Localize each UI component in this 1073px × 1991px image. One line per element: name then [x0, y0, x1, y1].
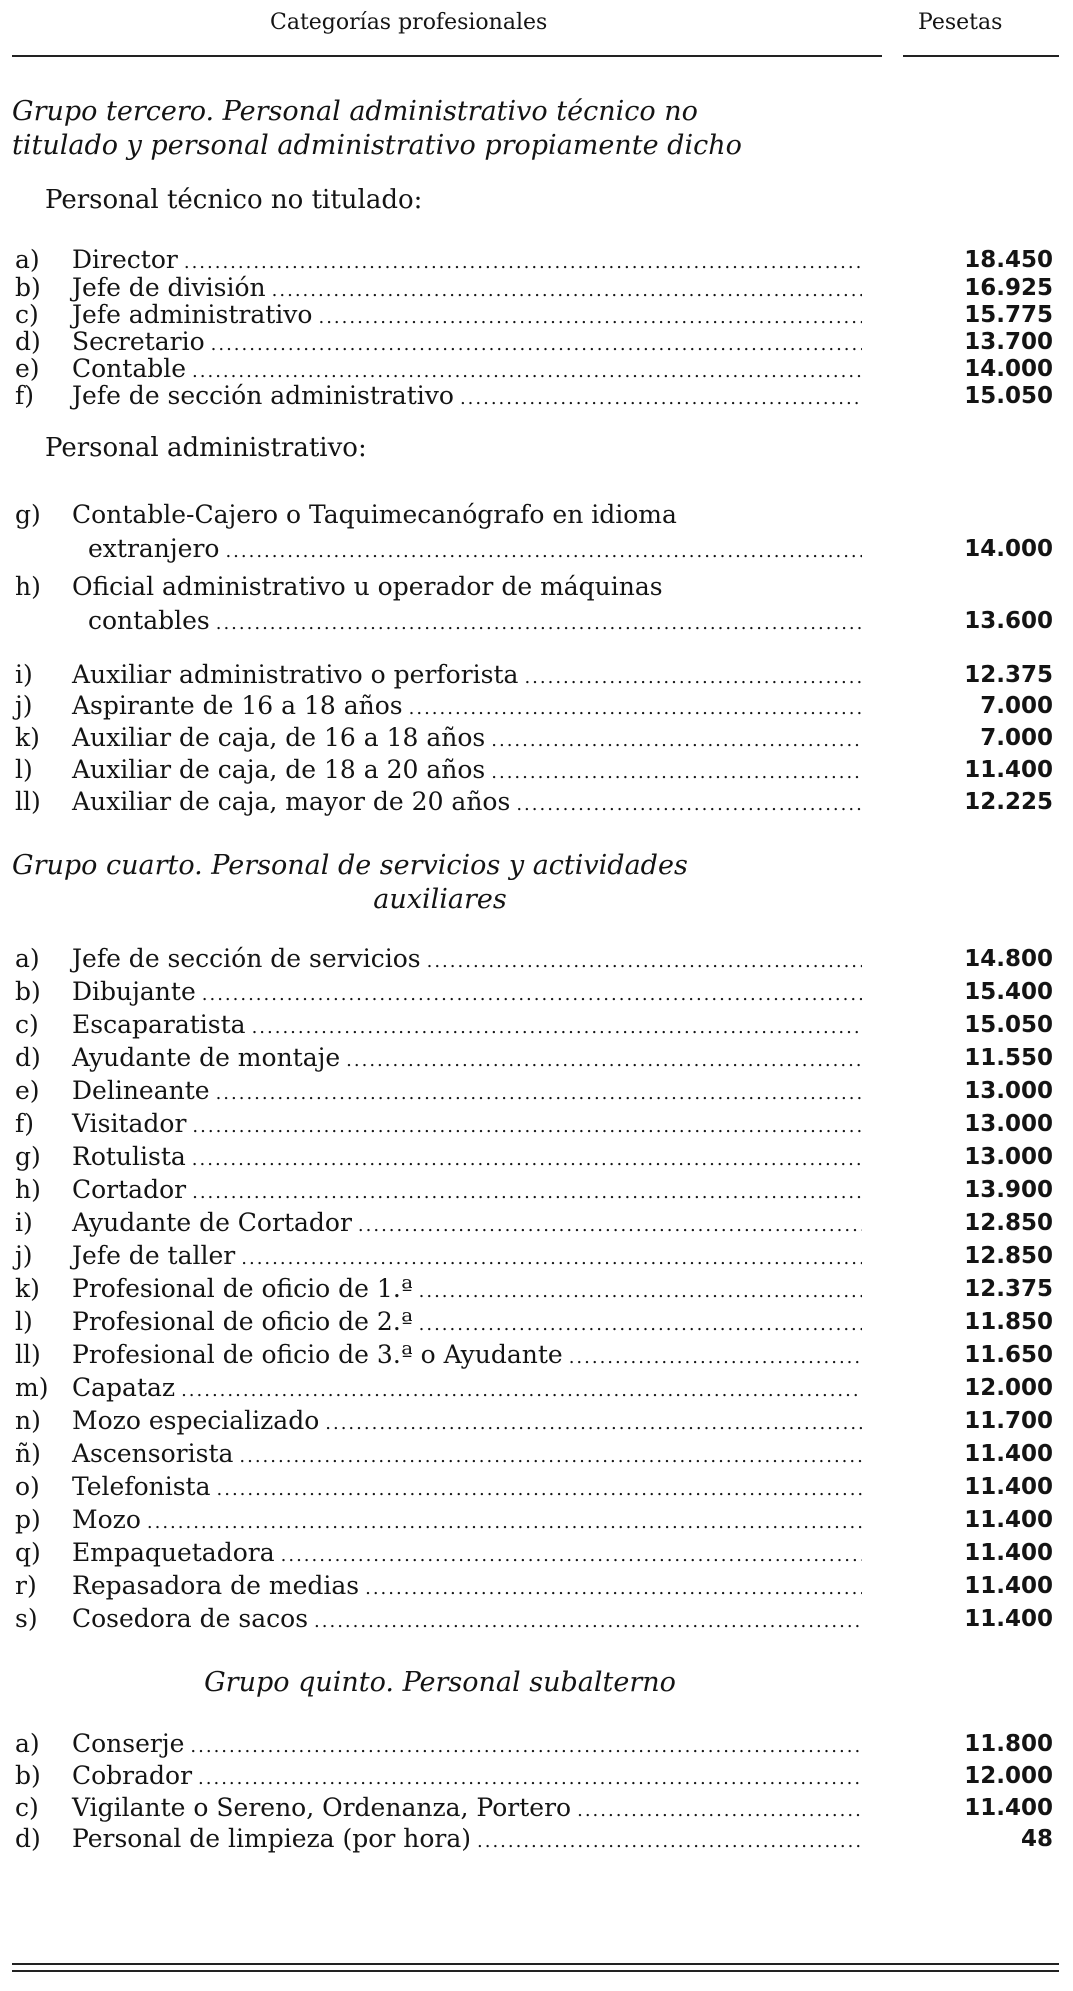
- item-letter: f): [15, 1109, 35, 1138]
- item-label: Cosedora de sacos: [72, 1604, 309, 1633]
- section-heading-grupo-quinto: Grupo quinto. Personal subalterno: [204, 1667, 676, 1698]
- table-row: [0, 1791, 1073, 1825]
- item-value: 12.000: [964, 1375, 1053, 1401]
- table-row: [0, 570, 1073, 640]
- dot-leader: [216, 607, 862, 641]
- table-row: [0, 753, 1073, 787]
- dot-leader: [202, 978, 862, 1012]
- item-label: Dibujante: [72, 977, 196, 1006]
- dot-leader: [314, 1605, 862, 1639]
- item-label: Auxiliar de caja, de 16 a 18 años: [72, 723, 486, 752]
- item-label: Cobrador: [72, 1761, 193, 1790]
- item-value: 11.400: [964, 1606, 1053, 1632]
- table-row: [0, 975, 1073, 1009]
- item-label: Aspirante de 16 a 18 años: [72, 691, 403, 720]
- header-rule: [903, 55, 1059, 57]
- dot-leader: [252, 1011, 862, 1045]
- item-letter: c): [15, 1010, 39, 1039]
- item-letter: r): [15, 1571, 37, 1600]
- item-letter: h): [15, 1175, 41, 1204]
- item-label: Visitador: [72, 1109, 187, 1138]
- dot-leader: [181, 1374, 862, 1408]
- table-row: [0, 689, 1073, 723]
- item-label: Mozo especializado: [72, 1406, 320, 1435]
- section-heading-grupo-tercero: Grupo tercero. Personal administrativo técnico no: [12, 96, 698, 127]
- item-value: 13.900: [964, 1177, 1053, 1203]
- item-value: 11.400: [964, 1795, 1053, 1821]
- item-value: 13.000: [964, 1144, 1053, 1170]
- table-row: [0, 379, 1073, 413]
- table-row: [0, 1437, 1073, 1471]
- item-letter: ll): [15, 787, 41, 816]
- item-label: Ascensorista: [72, 1439, 234, 1468]
- table-row: [0, 1569, 1073, 1603]
- item-value: 15.775: [964, 302, 1053, 328]
- dot-leader: [239, 1440, 862, 1474]
- table-row: [0, 1305, 1073, 1339]
- item-letter: h): [15, 572, 41, 601]
- item-label: Empaquetadora: [72, 1538, 275, 1567]
- item-value: 11.400: [964, 1474, 1053, 1500]
- item-letter: k): [15, 723, 40, 752]
- item-label: Conserje: [72, 1729, 185, 1758]
- dot-leader: [569, 1341, 862, 1375]
- item-letter: d): [15, 327, 41, 356]
- dot-leader: [477, 1825, 862, 1859]
- item-value: 16.925: [964, 275, 1053, 301]
- item-value: 12.850: [964, 1210, 1053, 1236]
- item-value: 11.400: [964, 1441, 1053, 1467]
- item-label: Escaparatista: [72, 1010, 246, 1039]
- item-value: 11.400: [964, 1540, 1053, 1566]
- table-row: [0, 1727, 1073, 1761]
- item-label: Repasadora de medias: [72, 1571, 360, 1600]
- item-value: 15.400: [964, 979, 1053, 1005]
- item-label: Ayudante de Cortador: [72, 1208, 352, 1237]
- dot-leader: [365, 1572, 862, 1606]
- item-value: 11.700: [964, 1408, 1053, 1434]
- item-value: 12.850: [964, 1243, 1053, 1269]
- item-value: 11.850: [964, 1309, 1053, 1335]
- dot-leader: [192, 1143, 862, 1177]
- dot-leader: [281, 1539, 862, 1573]
- table-row: [0, 1536, 1073, 1570]
- item-value: 11.400: [964, 757, 1053, 783]
- item-value: 11.800: [964, 1731, 1053, 1757]
- item-letter: g): [15, 1142, 41, 1171]
- table-row: [0, 1404, 1073, 1438]
- item-value: 12.225: [964, 789, 1053, 815]
- item-letter: o): [15, 1472, 40, 1501]
- item-label: Delineante: [72, 1076, 210, 1105]
- dot-leader: [427, 945, 862, 979]
- item-label: Secretario: [72, 327, 205, 356]
- table-row: [0, 1206, 1073, 1240]
- item-label: Telefonista: [72, 1472, 211, 1501]
- item-label: Personal de limpieza (por hora): [72, 1824, 471, 1853]
- item-value: 12.000: [964, 1763, 1053, 1789]
- table-row: [0, 658, 1073, 692]
- item-label: Rotulista: [72, 1142, 186, 1171]
- dot-leader: [225, 535, 862, 569]
- subheading-administrativo: Personal administrativo:: [45, 433, 367, 463]
- dot-leader: [358, 1209, 862, 1243]
- item-value: 11.400: [964, 1507, 1053, 1533]
- item-label: Jefe de sección de servicios: [72, 944, 421, 973]
- item-letter: b): [15, 273, 41, 302]
- item-value: 14.000: [964, 536, 1053, 562]
- item-label: Profesional de oficio de 3.ª o Ayudante: [72, 1340, 563, 1369]
- item-value: 7.000: [980, 693, 1053, 719]
- item-label-line1: Oficial administrativo u operador de máquinas: [72, 572, 663, 601]
- item-label: Jefe de sección administrativo: [72, 381, 454, 410]
- item-letter: j): [15, 691, 33, 720]
- table-row: [0, 942, 1073, 976]
- dot-leader: [241, 1242, 862, 1276]
- item-label: Ayudante de montaje: [72, 1043, 341, 1072]
- item-letter: f): [15, 381, 35, 410]
- item-letter: i): [15, 1208, 33, 1237]
- section-heading-grupo-tercero-cont: titulado y personal administrativo propiamente dicho: [12, 130, 742, 161]
- item-letter: b): [15, 977, 41, 1006]
- item-label: Auxiliar de caja, de 18 a 20 años: [72, 755, 486, 784]
- dot-leader: [147, 1506, 862, 1540]
- item-value: 14.800: [964, 946, 1053, 972]
- table-row: [0, 1173, 1073, 1207]
- table-row: [0, 721, 1073, 755]
- item-letter: i): [15, 660, 33, 689]
- item-letter: g): [15, 500, 41, 529]
- item-label: Jefe administrativo: [72, 300, 313, 329]
- item-value: 7.000: [980, 725, 1053, 751]
- dot-leader: [460, 382, 862, 416]
- table-row: [0, 1371, 1073, 1405]
- item-value: 15.050: [964, 1012, 1053, 1038]
- dot-leader: [419, 1308, 862, 1342]
- item-value: 13.000: [964, 1078, 1053, 1104]
- table-row: [0, 1074, 1073, 1108]
- closing-rule: [12, 1963, 1059, 1965]
- table-row: [0, 1338, 1073, 1372]
- dot-leader: [325, 1407, 862, 1441]
- table-row: [0, 1140, 1073, 1174]
- item-letter: e): [15, 354, 40, 383]
- item-letter: b): [15, 1761, 41, 1790]
- item-value: 15.050: [964, 383, 1053, 409]
- item-letter: l): [15, 1307, 33, 1336]
- table-row: [0, 1041, 1073, 1075]
- item-letter: a): [15, 245, 40, 274]
- item-label: Director: [72, 245, 178, 274]
- item-letter: s): [15, 1604, 38, 1633]
- table-row: [0, 785, 1073, 819]
- subheading-tecnico-no-titulado: Personal técnico no titulado:: [45, 185, 423, 215]
- item-label: Jefe de taller: [72, 1241, 236, 1270]
- dot-leader: [419, 1275, 862, 1309]
- item-label: Profesional de oficio de 1.ª: [72, 1274, 413, 1303]
- item-letter: m): [15, 1373, 49, 1402]
- table-row: [0, 1759, 1073, 1793]
- item-value: 13.700: [964, 329, 1053, 355]
- item-label: Auxiliar de caja, mayor de 20 años: [72, 787, 511, 816]
- item-letter: j): [15, 1241, 33, 1270]
- column-header-categories: Categorías profesionales: [270, 10, 548, 35]
- item-letter: ll): [15, 1340, 41, 1369]
- table-row: [0, 1272, 1073, 1306]
- item-letter: p): [15, 1505, 41, 1534]
- table-row: [0, 1008, 1073, 1042]
- item-letter: c): [15, 300, 39, 329]
- item-value: 11.400: [964, 1573, 1053, 1599]
- item-letter: d): [15, 1043, 41, 1072]
- dot-leader: [346, 1044, 862, 1078]
- item-label: Profesional de oficio de 2.ª: [72, 1307, 413, 1336]
- item-label: Capataz: [72, 1373, 176, 1402]
- table-row: [0, 1602, 1073, 1636]
- item-value: 11.650: [964, 1342, 1053, 1368]
- item-value: 14.000: [964, 356, 1053, 382]
- item-label: Vigilante o Sereno, Ordenanza, Portero: [72, 1793, 572, 1822]
- item-label: Cortador: [72, 1175, 187, 1204]
- table-row: [0, 1470, 1073, 1504]
- item-label: Auxiliar administrativo o perforista: [72, 660, 519, 689]
- item-label: Mozo: [72, 1505, 141, 1534]
- section-heading-grupo-cuarto-cont: auxiliares: [373, 884, 507, 915]
- closing-rule: [12, 1970, 1059, 1972]
- item-letter: d): [15, 1824, 41, 1853]
- table-row: [0, 1503, 1073, 1537]
- table-row: [0, 1107, 1073, 1141]
- item-letter: c): [15, 1793, 39, 1822]
- header-rule: [12, 55, 882, 57]
- dot-leader: [217, 1473, 862, 1507]
- table-row: [0, 1239, 1073, 1273]
- item-letter: e): [15, 1076, 40, 1105]
- item-letter: a): [15, 944, 40, 973]
- dot-leader: [216, 1077, 862, 1111]
- item-value: 11.550: [964, 1045, 1053, 1071]
- item-label: Contable: [72, 354, 187, 383]
- item-value: 13.000: [964, 1111, 1053, 1137]
- item-letter: ñ): [15, 1439, 41, 1468]
- item-letter: a): [15, 1729, 40, 1758]
- table-row: [0, 498, 1073, 568]
- item-label-line1: Contable-Cajero o Taquimecanógrafo en idioma: [72, 500, 677, 529]
- item-value: 18.450: [964, 247, 1053, 273]
- section-heading-grupo-cuarto: Grupo cuarto. Personal de servicios y actividades: [12, 850, 688, 881]
- item-value: 48: [1020, 1826, 1053, 1852]
- dot-leader: [192, 1176, 862, 1210]
- item-value: 12.375: [964, 1276, 1053, 1302]
- table-row: [0, 1822, 1073, 1856]
- dot-leader: [192, 1110, 862, 1144]
- item-value: 12.375: [964, 662, 1053, 688]
- item-label: contables: [88, 606, 210, 635]
- item-letter: l): [15, 755, 33, 784]
- item-letter: n): [15, 1406, 41, 1435]
- item-letter: k): [15, 1274, 40, 1303]
- column-header-pesetas: Pesetas: [918, 10, 1003, 35]
- item-value: 13.600: [964, 608, 1053, 634]
- item-label: extranjero: [88, 534, 220, 563]
- item-label: Jefe de división: [72, 273, 266, 302]
- item-letter: q): [15, 1538, 41, 1567]
- dot-leader: [516, 788, 862, 822]
